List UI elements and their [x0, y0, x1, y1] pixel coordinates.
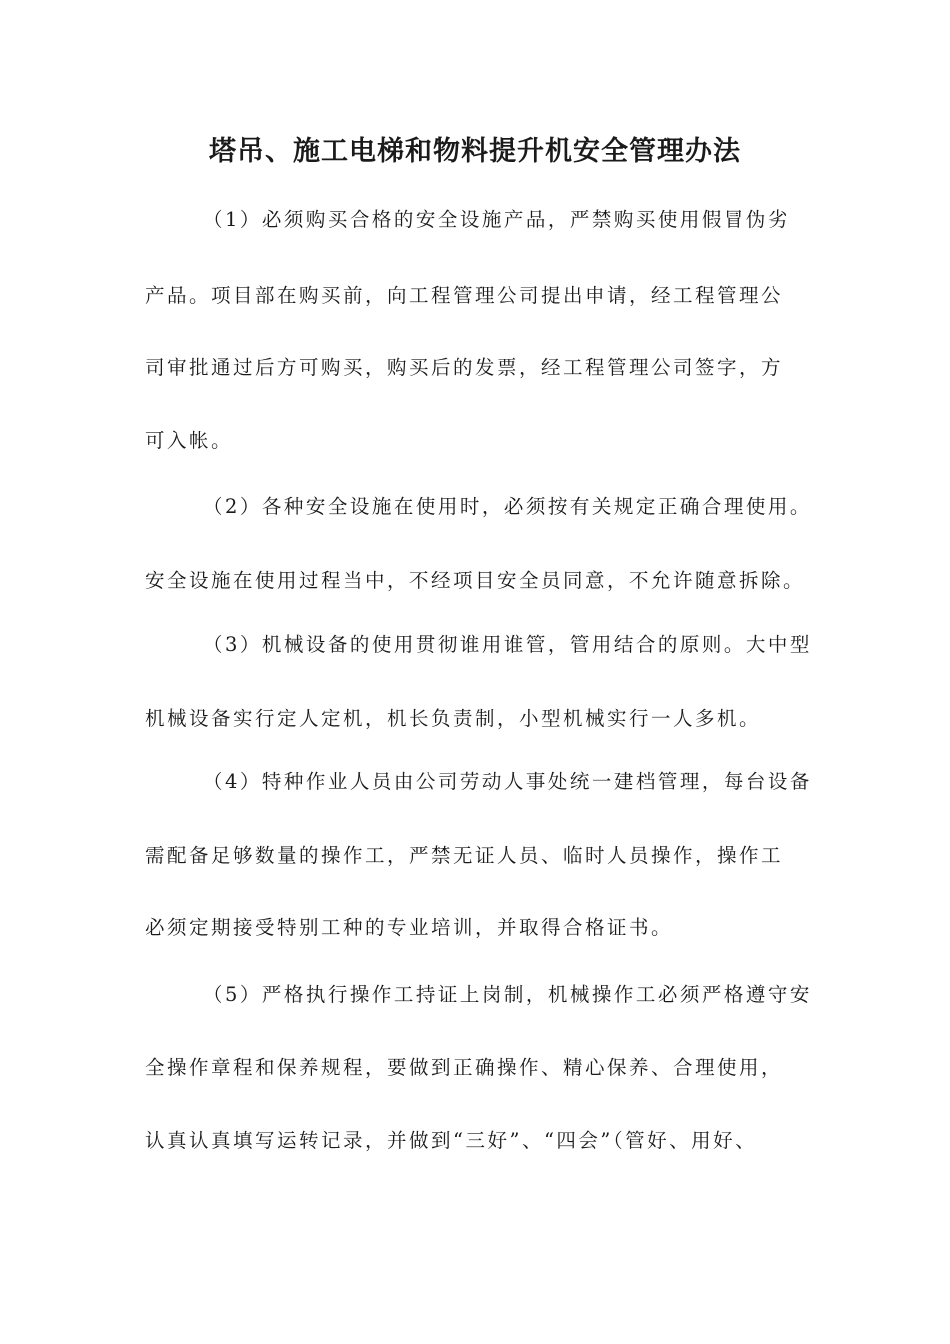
- paragraph-3-line-2: 机械设备实行定人定机，机长负责制，小型机械实行一人多机。: [145, 707, 762, 730]
- paragraph-5-line-3: 认真认真填写运转记录，并做到“三好”、“四会”（管好、用好、: [145, 1129, 758, 1152]
- paragraph-4-line-3: 必须定期接受特别工种的专业培训，并取得合格证书。: [145, 916, 674, 939]
- paragraph-1-line-1: （1）必须购买合格的安全设施产品，严禁购买使用假冒伪劣: [203, 208, 790, 231]
- paragraph-2-line-2: 安全设施在使用过程当中，不经项目安全员同意，不允许随意拆除。: [145, 569, 806, 592]
- document-title: 塔吊、施工电梯和物料提升机安全管理办法: [209, 136, 741, 167]
- paragraph-2-line-1: （2）各种安全设施在使用时，必须按有关规定正确合理使用。: [203, 495, 812, 518]
- paragraph-1-line-4: 可入帐。: [145, 429, 234, 452]
- paragraph-1-line-3: 司审批通过后方可购买，购买后的发票，经工程管理公司签字，方: [145, 356, 784, 379]
- paragraph-1-line-2: 产品。项目部在购买前，向工程管理公司提出申请，经工程管理公: [145, 284, 784, 307]
- paragraph-5-line-1: （5）严格执行操作工持证上岗制，机械操作工必须严格遵守安: [203, 983, 812, 1006]
- paragraph-4-line-2: 需配备足够数量的操作工，严禁无证人员、临时人员操作，操作工: [145, 844, 784, 867]
- paragraph-3-line-1: （3）机械设备的使用贯彻谁用谁管，管用结合的原则。大中型: [203, 633, 812, 656]
- paragraph-5-line-2: 全操作章程和保养规程，要做到正确操作、精心保养、合理使用，: [145, 1056, 784, 1079]
- paragraph-4-line-1: （4）特种作业人员由公司劳动人事处统一建档管理，每台设备: [203, 770, 812, 793]
